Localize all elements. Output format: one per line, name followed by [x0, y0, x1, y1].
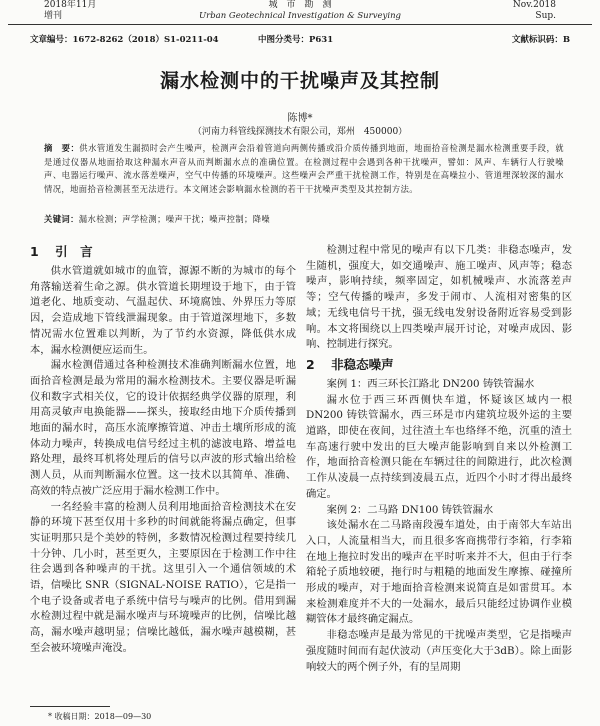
author: 陈博*: [287, 113, 313, 124]
footnote-rule: [30, 706, 110, 707]
section-number: 2: [306, 356, 315, 372]
paragraph: 漏水检测借通过各种检测技术准确判断漏水位置，地面拾音检测是最为常用的漏水检测技术。主要仪器是听漏仪和数字式相关仪，它的设计依据经典学仪器的原理，利用高灵敏声电换能器——探头，接取经由地下介质传播到地面的漏水时，高压水流摩擦管道、冲击土壤所形成的流体动力噪声，转换成电信号经过主机的滤波电路、增益电路处理，最终耳机将处理后的信号以声波的形式输出给检测人员，从而判断漏水位置。这一技术以其简单、准确、高效的特点被广泛应用于漏水检测工作中。: [30, 359, 296, 497]
left-column: [30, 243, 296, 703]
keywords-label: 关键词：: [44, 214, 79, 224]
journal-name-english: Urban Geotechnical Investigation & Surveying: [199, 11, 401, 21]
article-number: 文章编号：1672-8262（2018）S1-0211-04: [30, 35, 219, 45]
section-number: 1: [30, 244, 39, 259]
paragraph: 供水管道就如城市的血管，源源不断的为城市的每个角落输送着生命之源。供水管道长期埋设于地下，由于管道老化、地质变动、气温起伏、环境腐蚀、外界压力等原因，会造成地下管线泄漏现象。由于管道深埋地下，多数情况需水位置难以判断，为了节约水资源，降低供水成本，漏水检测便应运而生。: [30, 265, 296, 356]
header-issue: 增刊: [44, 11, 63, 21]
paragraph: 非稳态噪声是最为常见的干扰噪声类型，它是指噪声强度随时间而有起伏波动（声压变化大于3dB）。除上面影响较大的两个例子外，有的呈周期: [306, 629, 572, 673]
keywords: [44, 213, 564, 227]
header-rule: [8, 24, 592, 25]
case-title: 案例 1：西三环长江路北 DN200 铸铁管漏水: [326, 377, 535, 390]
right-column: [306, 243, 572, 703]
abstract-text: 供水管道发生漏损时会产生噪声，检测声会沿着管道向两侧传播或沿介质传播到地面，地面拾音检测是漏水检测重要手段，就是通过仪器从地面拾取这种漏水声音从而判断漏水点的准确位置。在检测过程中会遇到各种干扰噪声，譬如：风声、车辆行人行驶噪声、电器运行噪声、流水落差噪声，空气中传播的环境噪声。这些噪声会严重干扰检测工作，特别是在高噪拉小、管道埋深较深的漏水情况，地面拾音检测甚至无法进行。本文阐述会影响漏水检测的若干干扰噪声类型及其控制方法。: [44, 143, 564, 194]
header-date: 2018年11月: [44, 0, 97, 10]
paragraph: 漏水位于西三环西侧快车道，怀疑该区域内一根DN200 铸铁管漏水，西三环是市内建筑垃圾外运的主要道路，即使在夜间，过往渣土车也络绎不绝，沉重的渣土车高速行驶中发出的巨大噪声能影响到自来以外检测工作，地面拾音检测只能在车辆过往的间隙进行，此次检测工作从凌晨一点持续到凌晨五点，近四个小时才得出最终确定。: [306, 393, 572, 500]
paragraph: 该处漏水在二马路南段漫车道处，由于南邻大车站出入口，人流量相当大，而且很多客商携带行李箱，行李箱在地上拖拉时发出的噪声在平时听来并不大，但由于行李箱轮子质地较硬，拖行时与粗糙的地面发生摩擦、碰撞所形成的噪声，对于地面拾音检测来说简直是如雷贯耳。本来检测难度并不大的一处漏水，最后只能经过协调作业模糊管体才最终确定漏点。: [306, 519, 572, 626]
affiliation: （河南力科管线探测技术有限公司，郑州 450000）: [192, 127, 408, 137]
document-code: 文献标识码：B: [511, 35, 570, 45]
paragraph: 检测过程中常见的噪声有以下几类：非稳态噪声，发生随机，强度大，如交通噪声、施工噪声、风声等；稳态噪声，影响持续，频率固定，如机械噪声、水流落差声等；空气传播的噪声，多发于闹市、人流相对密集的区域；无线电信号干扰，强无线电发射设备附近容易受到影响。本文将围绕以上四类噪声展开讨论，对噪声成因、影响、控制进行探究。: [306, 244, 572, 351]
case-title: 案例 2：二马路 DN100 铸铁管漏水: [326, 503, 494, 516]
journal-name: 城 市 勘 测: [268, 0, 332, 10]
section-heading-non-steady-noise: [306, 357, 572, 373]
article-title: 漏水检测中的干扰噪声及其控制: [159, 70, 440, 92]
section-title: 非稳态噪声: [331, 356, 394, 372]
abstract-label: 摘 要：: [44, 143, 80, 153]
header-date-english: Nov.2018: [512, 0, 556, 10]
header-issue-english: Sup.: [535, 11, 556, 21]
clc-number: 中图分类号：P631: [258, 35, 334, 45]
received-date-footnote: * 收稿日期：2018—09—30: [48, 712, 152, 721]
keywords-text: 漏水检测；声学检测；噪声干扰；噪声控制；降噪: [78, 214, 271, 224]
abstract: [44, 142, 564, 212]
section-title: 引 言: [55, 244, 93, 259]
section-heading-introduction: [30, 244, 296, 260]
paragraph: 一名经验丰富的检测人员利用地面拾音检测技术在安静的环境下甚至仅用十多秒的时间就能将漏点确定，但事实证明那只是个美妙的特例，多数情况检测过程要持续几十分钟、几小时，甚至更久，主要原因在于检测工作中往往会遇到各种噪声的干扰。这里引入一个通信领域的术语，信噪比 SNR（SIGNAL-NOISE RATIO），它是指一个电子设备或者电子系统中信号与噪声的比例。借用到漏水检测过程中就是漏水噪声与环境噪声的比例，信噪比越高，漏水噪声越明显；信噪比越低，漏水噪声越模糊，甚至会被环境噪声淹没。: [30, 500, 296, 654]
